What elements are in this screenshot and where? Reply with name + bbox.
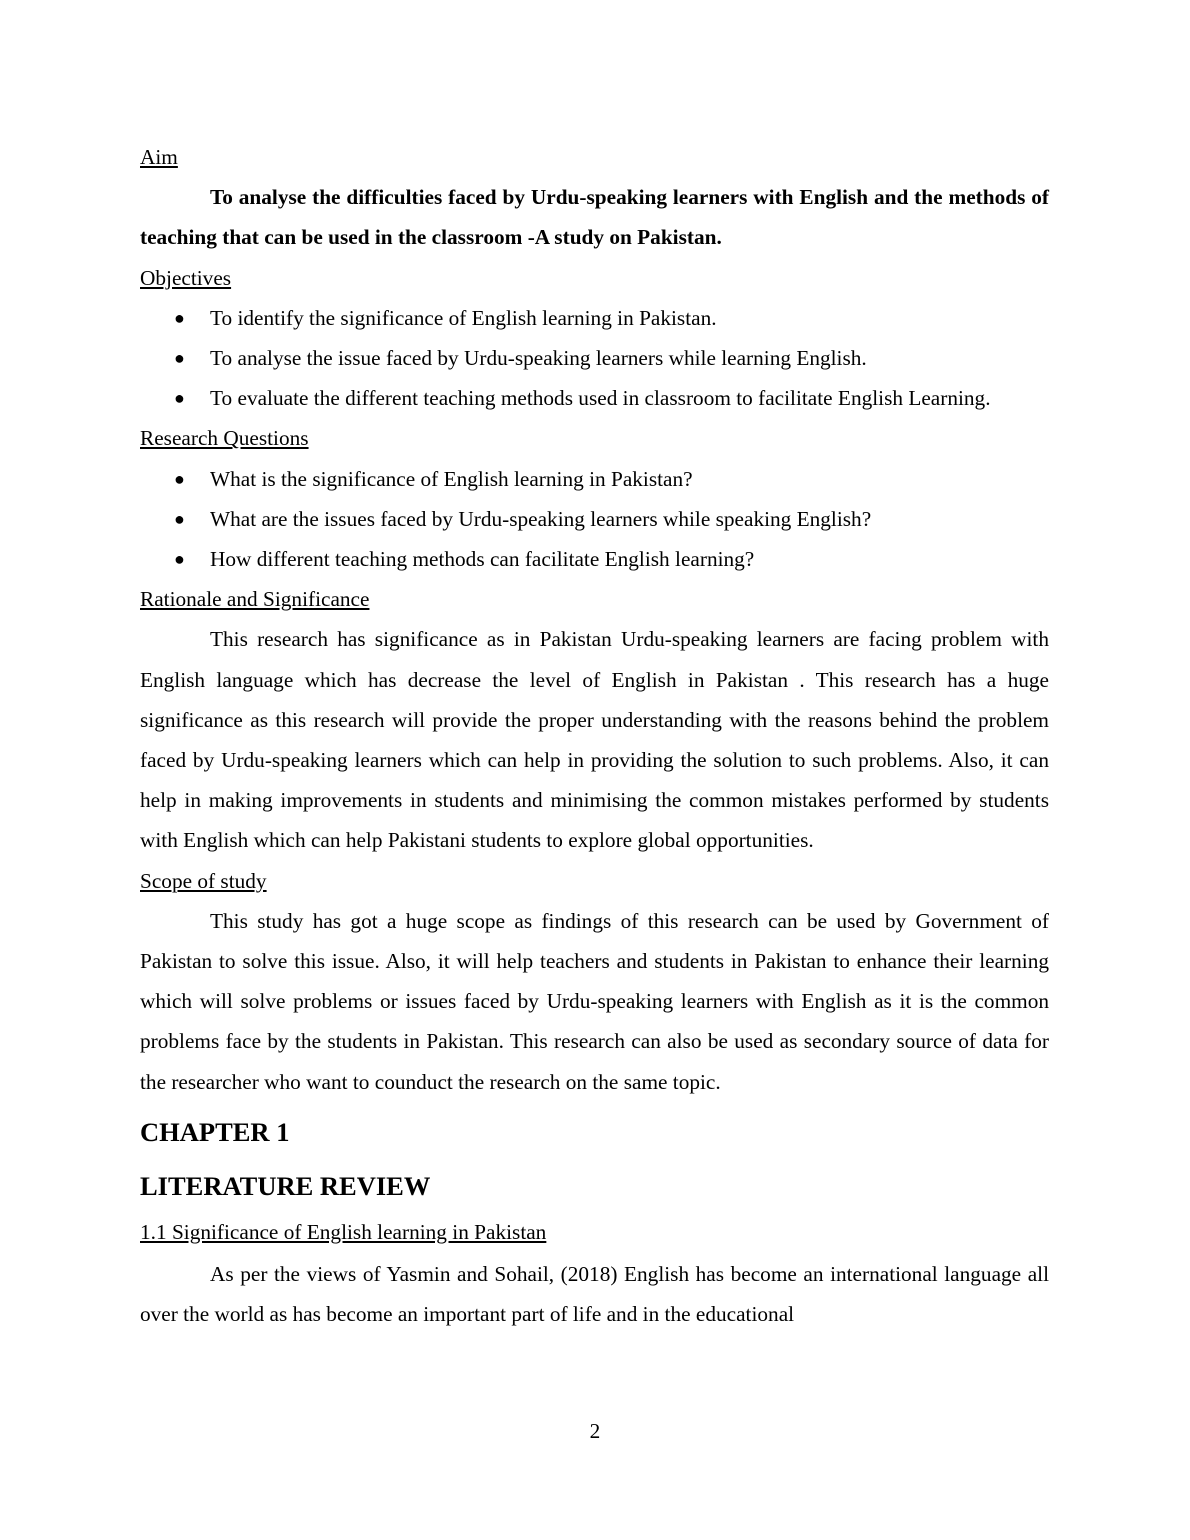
objectives-list xyxy=(140,298,1049,419)
objective-text: To evaluate the different teaching methods used in classroom to facilitate English Learning. xyxy=(210,386,991,411)
research-question-text: What is the significance of English learning in Pakistan? xyxy=(210,466,693,491)
scope-heading: Scope of study xyxy=(140,868,267,893)
page-number: 2 xyxy=(589,1419,601,1443)
rationale-text: This research has significance as in Pakistan Urdu-speaking learners are facing problem with English language which has decrease the level of English in Pakistan . This research has a huge significance as this research will provide the proper understanding with the reasons behind the problem faced by Urdu-speaking learners which can help in providing the solution to such problems. Also, it can help in making improvements in students and minimising the common mistakes performed by students with English which can help Pakistani students to explore global opportunities. xyxy=(140,627,1049,853)
section-heading: 1.1 Significance of English learning in Pakistan xyxy=(140,1219,547,1244)
objective-text: To analyse the issue faced by Urdu-speaking learners while learning English. xyxy=(210,346,867,371)
research-question-text: What are the issues faced by Urdu-speaking learners while speaking English? xyxy=(210,506,872,531)
scope-text: This study has got a huge scope as findings of this research can be used by Government of Pakistan to solve this issue. Also, it will help teachers and students in Pakistan to enhance their learning which will solve problems or issues faced by Urdu-speaking learners with English as it is the common problems face by the students in Pakistan. This research can also be used as secondary source of data for the researcher who want to counduct the research on the same topic. xyxy=(140,908,1049,1094)
rationale-heading: Rationale and Significance xyxy=(140,587,370,612)
bullet-icon: ● xyxy=(174,348,185,369)
research-question-item xyxy=(140,499,1049,539)
document-page xyxy=(140,137,1049,1334)
objective-text: To identify the significance of English learning in Pakistan. xyxy=(210,305,717,330)
chapter-title: LITERATURE REVIEW xyxy=(140,1170,431,1201)
bullet-icon: ● xyxy=(174,549,185,570)
objective-item xyxy=(140,338,1049,378)
bullet-icon: ● xyxy=(174,508,185,529)
bullet-icon: ● xyxy=(174,307,185,328)
research-question-item xyxy=(140,539,1049,579)
aim-text: To analyse the difficulties faced by Urdu-speaking learners with English and the methods of teaching that can be used in the classroom -A study on Pakistan. xyxy=(140,185,1049,250)
research-questions-heading: Research Questions xyxy=(140,426,309,451)
objective-item xyxy=(140,298,1049,338)
research-question-text: How different teaching methods can facilitate English learning? xyxy=(210,547,755,572)
objective-item xyxy=(140,378,1049,418)
chapter-number: CHAPTER 1 xyxy=(140,1116,290,1147)
research-question-item xyxy=(140,459,1049,499)
objectives-heading: Objectives xyxy=(140,265,232,290)
research-questions-list xyxy=(140,459,1049,580)
bullet-icon: ● xyxy=(174,388,185,409)
section-text: As per the views of Yasmin and Sohail, (2018) English has become an international language all over the world as has become an important part of life and in the educational xyxy=(140,1261,1049,1327)
bullet-icon: ● xyxy=(174,468,185,489)
aim-heading: Aim xyxy=(140,145,178,169)
